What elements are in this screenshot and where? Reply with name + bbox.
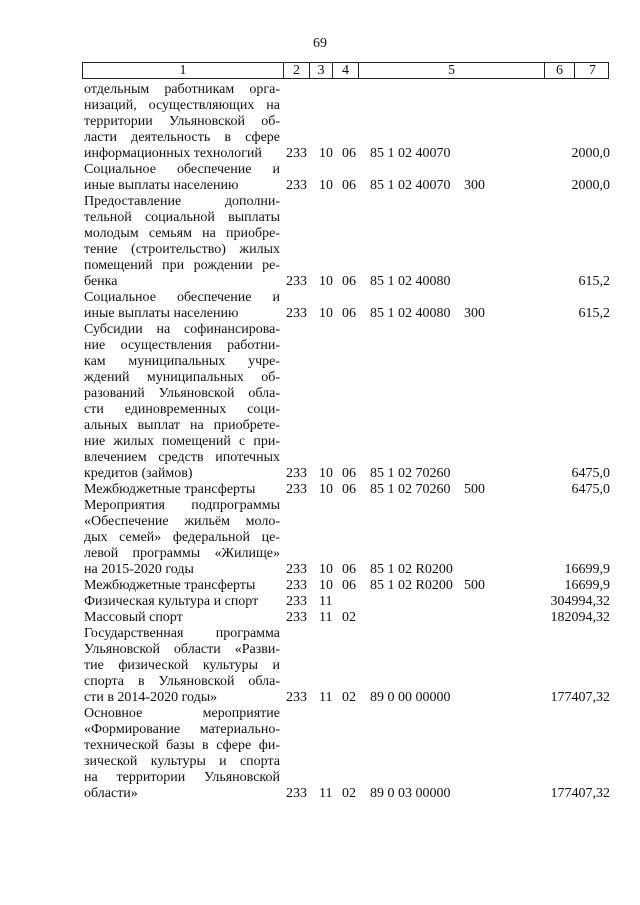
row-name-line: Ульяновской области «Разви-: [84, 642, 280, 657]
row-col-6: 500: [464, 482, 485, 497]
row-col-6: 300: [464, 306, 485, 321]
row-name: [84, 482, 280, 498]
row-col-3: 10: [319, 146, 333, 161]
table-row: [84, 322, 610, 482]
row-name-line: левой программы «Жилище»: [84, 546, 280, 561]
table-row: [84, 578, 610, 594]
row-name-line: ние жилых помещений с при-: [84, 434, 280, 449]
row-col-5: 85 1 02 70260: [370, 466, 451, 481]
row-col-6: 500: [464, 578, 485, 593]
row-name-line: Мероприятия подпрограммы: [84, 498, 280, 513]
row-col-3: 10: [319, 178, 333, 193]
row-name: [84, 290, 280, 322]
row-col-7: 16699,9: [564, 562, 610, 577]
row-name-line: Физическая культура и спорт: [84, 594, 259, 609]
table-row: [84, 82, 610, 162]
row-name-line: молодым семьям на приобре-: [84, 226, 280, 241]
row-name-line: Государственная программа: [84, 626, 280, 641]
row-name-line: ласти деятельность в сфере: [84, 130, 280, 145]
row-col-5: 85 1 02 70260: [370, 482, 451, 497]
row-col-3: 11: [319, 786, 333, 801]
row-col-4: 06: [342, 306, 356, 321]
row-col-3: 10: [319, 578, 333, 593]
row-col-7: 304994,32: [550, 594, 610, 609]
row-col-2: 233: [286, 146, 307, 161]
row-col-5: 85 1 02 R0200: [370, 578, 453, 593]
row-col-7: 6475,0: [571, 466, 610, 481]
row-col-2: 233: [286, 466, 307, 481]
row-col-5: 85 1 02 40080: [370, 274, 451, 289]
row-col-7: 2000,0: [571, 146, 610, 161]
row-col-3: 10: [319, 274, 333, 289]
table-row: [84, 706, 610, 802]
row-name-line: альных выплат на приобрете-: [84, 418, 280, 433]
row-col-7: 182094,32: [550, 610, 610, 625]
header-col-7: 7: [574, 63, 610, 78]
row-name-line: Межбюджетные трансферты: [84, 482, 256, 497]
row-col-4: 02: [342, 690, 356, 705]
row-name-line: «Обеспечение жильём моло-: [84, 514, 280, 529]
row-name-line: иные выплаты населению: [84, 306, 239, 321]
row-col-2: 233: [286, 562, 307, 577]
row-name-line: сти единовременных соци-: [84, 402, 280, 417]
row-name-line: Предоставление дополни-: [84, 194, 280, 209]
row-name-line: тение (строительство) жилых: [84, 242, 280, 257]
row-col-3: 11: [319, 594, 333, 609]
header-col-2: 2: [283, 63, 309, 78]
row-name-line: Субсидии на софинансирова-: [84, 322, 280, 337]
row-name-line: влечением средств ипотечных: [84, 450, 280, 465]
row-col-2: 233: [286, 306, 307, 321]
table-row: [84, 610, 610, 626]
row-name-line: бенка: [84, 274, 118, 289]
row-name-line: отдельным работникам орга-: [84, 82, 280, 97]
row-col-4: 02: [342, 786, 356, 801]
row-name-line: на территории Ульяновской: [84, 770, 280, 785]
row-name-line: Социальное обеспечение и: [84, 162, 280, 177]
table-row: [84, 498, 610, 578]
row-col-2: 233: [286, 594, 307, 609]
row-name: [84, 706, 280, 802]
row-col-5: 85 1 02 40070: [370, 146, 451, 161]
row-name-line: Социальное обеспечение и: [84, 290, 280, 305]
row-name-line: ние осуществления работни-: [84, 338, 280, 353]
row-name: [84, 322, 280, 482]
row-name-line: низаций, осуществляющих на: [84, 98, 280, 113]
row-name-line: ждений муниципальных об-: [84, 370, 280, 385]
row-name: [84, 610, 280, 626]
row-name-line: иные выплаты населению: [84, 178, 239, 193]
row-name-line: Межбюджетные трансферты: [84, 578, 256, 593]
row-col-7: 2000,0: [571, 178, 610, 193]
header-col-1: 1: [179, 63, 187, 78]
row-name: [84, 626, 280, 706]
table-header: [82, 62, 609, 79]
row-col-7: 16699,9: [564, 578, 610, 593]
row-name: [84, 498, 280, 578]
row-col-5: 85 1 02 40080: [370, 306, 451, 321]
header-col-5: 5: [358, 63, 544, 78]
row-col-4: 06: [342, 482, 356, 497]
row-col-3: 11: [319, 610, 333, 625]
header-col-4: 4: [332, 63, 358, 78]
row-col-4: 02: [342, 610, 356, 625]
row-name-line: кредитов (займов): [84, 466, 193, 481]
row-name-line: сти в 2014-2020 годы»: [84, 690, 218, 705]
row-col-6: 300: [464, 178, 485, 193]
row-name-line: информационных технологий: [84, 146, 262, 161]
row-col-3: 10: [319, 466, 333, 481]
row-col-4: 06: [342, 562, 356, 577]
row-name: [84, 162, 280, 194]
row-name-line: «Формирование материально-: [84, 722, 280, 737]
row-name-line: зической культуры и спорта: [84, 754, 280, 769]
row-col-7: 615,2: [578, 306, 610, 321]
page-number: 69: [313, 36, 327, 51]
row-col-5: 85 1 02 40070: [370, 178, 451, 193]
row-name: [84, 194, 280, 290]
table-row: [84, 482, 610, 498]
row-col-4: 06: [342, 578, 356, 593]
row-col-3: 10: [319, 306, 333, 321]
row-col-4: 06: [342, 146, 356, 161]
row-name-line: Массовый спорт: [84, 610, 183, 625]
row-col-7: 6475,0: [571, 482, 610, 497]
row-name-line: технической базы в сфере фи-: [84, 738, 280, 753]
row-col-2: 233: [286, 610, 307, 625]
row-col-2: 233: [286, 786, 307, 801]
row-name-line: тельной социальной выплаты: [84, 210, 280, 225]
row-col-2: 233: [286, 578, 307, 593]
row-col-3: 10: [319, 482, 333, 497]
row-name-line: области»: [84, 786, 138, 801]
row-col-7: 177407,32: [550, 786, 610, 801]
row-col-4: 06: [342, 466, 356, 481]
header-col-6: 6: [544, 63, 574, 78]
row-col-7: 615,2: [578, 274, 610, 289]
row-name-line: на 2015-2020 годы: [84, 562, 194, 577]
row-col-2: 233: [286, 690, 307, 705]
table-row: [84, 594, 610, 610]
row-name-line: кам муниципальных учре-: [84, 354, 280, 369]
header-col-3: 3: [309, 63, 332, 78]
row-name-line: разований Ульяновской обла-: [84, 386, 280, 401]
row-col-5: 89 0 00 00000: [370, 690, 451, 705]
row-name-line: спорта в Ульяновской обла-: [84, 674, 280, 689]
row-col-3: 11: [319, 690, 333, 705]
row-name: [84, 82, 280, 162]
row-col-5: 89 0 03 00000: [370, 786, 451, 801]
row-col-4: 06: [342, 274, 356, 289]
table-row: [84, 162, 610, 194]
row-name-line: помещений при рождении ре-: [84, 258, 280, 273]
row-name: [84, 594, 280, 610]
row-col-2: 233: [286, 178, 307, 193]
row-col-2: 233: [286, 482, 307, 497]
row-name-line: тие физической культуры и: [84, 658, 280, 673]
table-row: [84, 626, 610, 706]
row-col-5: 85 1 02 R0200: [370, 562, 453, 577]
row-col-4: 06: [342, 178, 356, 193]
row-name-line: Основное мероприятие: [84, 706, 280, 721]
table-row: [84, 194, 610, 290]
row-col-3: 10: [319, 562, 333, 577]
table-row: [84, 290, 610, 322]
row-name-line: дых семей» федеральной це-: [84, 530, 280, 545]
row-col-2: 233: [286, 274, 307, 289]
row-name-line: территории Ульяновской об-: [84, 114, 280, 129]
row-col-7: 177407,32: [550, 690, 610, 705]
row-name: [84, 578, 280, 594]
